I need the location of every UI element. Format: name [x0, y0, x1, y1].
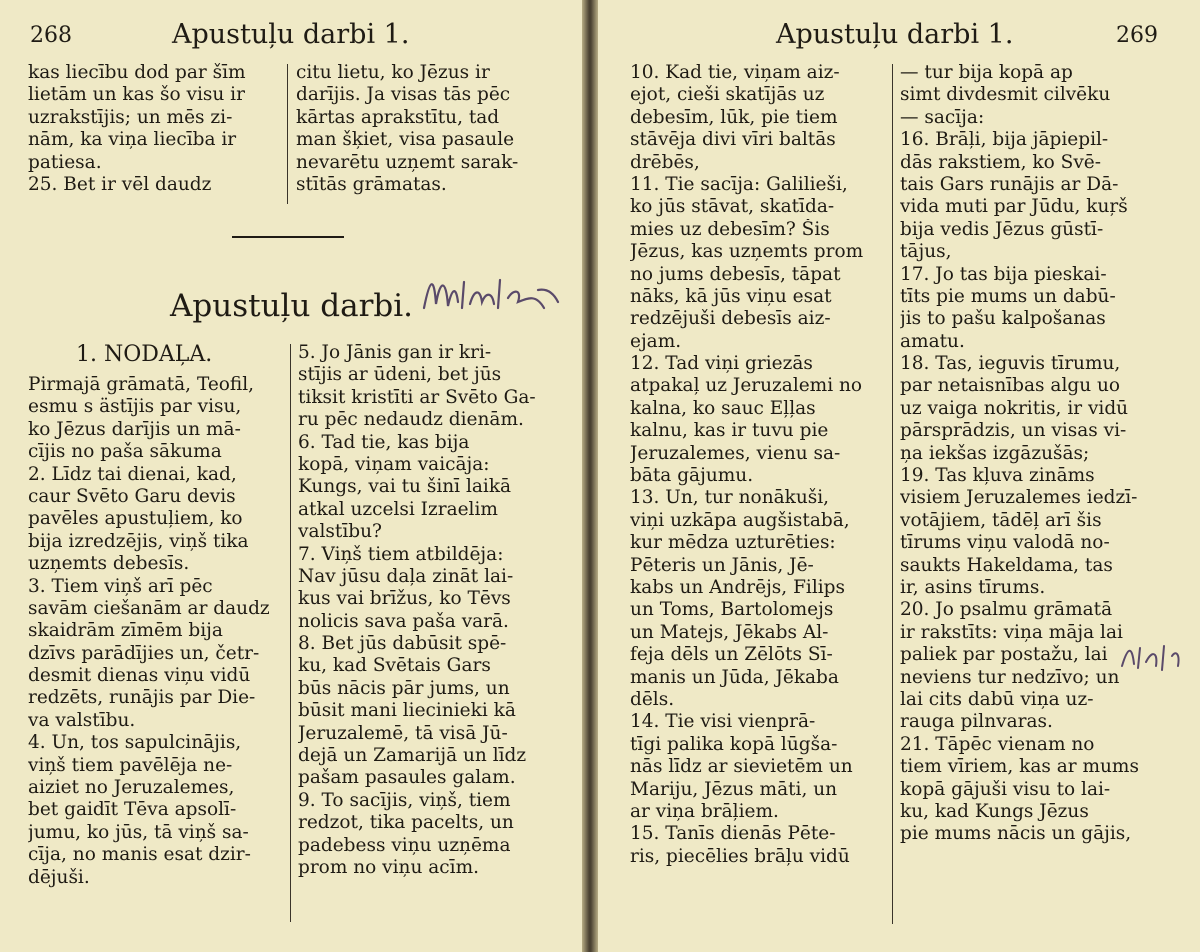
text-line: patiesa.	[28, 151, 102, 173]
chapter-heading: 1. NODAĻA.	[76, 342, 213, 367]
text-line: paliek par postažu, lai	[900, 644, 1108, 666]
text-line: tīts pie mums un dabū-	[900, 285, 1116, 307]
text-line: lietām un kas šo visu ir	[28, 84, 245, 106]
text-line: ku, kad Svētais Gars	[298, 655, 491, 677]
text-line: ņa iekšas izgāzušās;	[900, 442, 1090, 464]
section-divider	[232, 236, 344, 238]
text-line: 10. Kad tie, viņam aiz-	[630, 62, 840, 83]
right-running-head: Apustuļu darbi 1.	[776, 19, 1014, 50]
right-column-2	[900, 62, 1154, 846]
text-line: saukts Hakeldama, tas	[900, 554, 1113, 576]
text-line: tājus,	[900, 241, 952, 263]
text-line: 18. Tas, ieguvis tīrumu,	[900, 353, 1121, 375]
text-line: no jums debesīs, tāpat	[630, 263, 841, 285]
text-line: — tur bija kopā ap	[900, 62, 1073, 83]
text-line: esmu s ästījis par visu,	[28, 396, 242, 418]
text-line: 11. Tie sacīja: Galilieši,	[630, 173, 848, 195]
text-line: aiziet no Jeruzalemes,	[28, 777, 235, 799]
left-running-head: Apustuļu darbi 1.	[172, 19, 410, 50]
text-line: Jeruzalemē, tā visā Jū-	[298, 722, 508, 744]
text-line: 9. To sacījis, viņš, tiem	[298, 789, 511, 811]
text-line: un Toms, Bartolomejs	[630, 599, 834, 621]
text-line: debesīm, lūk, pie tiem	[630, 106, 838, 128]
text-line: pavēles apustuļiem, ko	[28, 508, 243, 530]
text-line: stītās grāmatas.	[296, 173, 447, 195]
text-line: skaidrām zīmēm bija	[28, 620, 223, 642]
right-page-number: 269	[1116, 23, 1158, 48]
text-line: 6. Tad tie, kas bija	[298, 431, 470, 453]
text-line: votājiem, tādēļ arī šis	[900, 509, 1102, 531]
text-line: stāvēja divi vīri baltās	[630, 129, 836, 151]
text-line: jumu, ko jūs, tā viņš sa-	[28, 821, 249, 843]
text-line: 3. Tiem viņš arī pēc	[28, 575, 213, 597]
text-line: ko Jēzus darījis un mā-	[28, 418, 241, 440]
pencil-signature	[418, 268, 568, 328]
text-line: Nav jūsu daļa zināt lai-	[298, 565, 514, 587]
text-line: valstību?	[298, 521, 382, 543]
text-line: kalnu, kas ir tuvu pie	[630, 420, 829, 442]
text-line: 4. Un, tos sapulcinājis,	[28, 732, 242, 754]
book-title: Apustuļu darbi.	[170, 288, 414, 324]
text-line: vida muti par Jūdu, kuŗš	[900, 196, 1128, 218]
text-line: Pirmajā grāmatā, Teofil,	[28, 374, 255, 395]
text-line: Jeruzalemes, vienu sa-	[630, 442, 841, 464]
left-page-number: 268	[30, 23, 72, 48]
left-column-2	[298, 342, 552, 879]
text-line: lai cits dabū viņa uz-	[900, 688, 1094, 710]
text-line: man šķiet, visa pasaule	[296, 129, 515, 151]
text-line: padebess viņu uzņēma	[298, 834, 511, 856]
text-line: va valstību.	[28, 709, 136, 731]
text-line: nolicis sava paša varā.	[298, 610, 509, 632]
text-line: par netaisnības algu uo	[900, 375, 1121, 397]
text-line: un Matejs, Jēkabs Al-	[630, 621, 829, 643]
text-line: kalna, ko sauc Eļļas	[630, 397, 816, 419]
text-line: nāks, kā jūs viņu esat	[630, 285, 832, 307]
text-line: kopā gājuši visu to lai-	[900, 778, 1111, 800]
text-line: Kungs, vai tu šinī laikā	[298, 476, 512, 498]
text-line: ris, piecēlies brāļu vidū	[630, 845, 850, 867]
text-line: ir rakstīts: viņa māja lai	[900, 621, 1123, 643]
text-line: nās līdz ar sievietēm un	[630, 756, 853, 778]
text-line: kopā, viņam vaicāja:	[298, 453, 490, 475]
text-line: 20. Jo psalmu grāmatā	[900, 599, 1113, 621]
text-line: viņš tiem pavēlēja ne-	[28, 754, 233, 776]
text-line: tīrums viņu valodā no-	[900, 532, 1110, 554]
text-line: ru pēc nedaudz dienām.	[298, 409, 524, 431]
text-line: atpakaļ uz Jeruzalemi no	[630, 375, 863, 397]
left-page	[0, 0, 582, 952]
text-line: 21. Tāpēc vienam no	[900, 733, 1095, 755]
text-line: ko jūs stāvat, skatīda-	[630, 196, 835, 218]
text-line: tiksit kristīti ar Svēto Ga-	[298, 386, 536, 408]
text-line: redzot, tika pacelts, un	[298, 812, 514, 834]
text-line: kus vai brīžus, ko Tēvs	[298, 588, 511, 610]
text-line: uz vaiga nokritis, ir vidū	[900, 397, 1129, 419]
text-line: 25. Bet ir vēl daudz	[28, 173, 212, 195]
text-line: 14. Tie visi vienprā-	[630, 711, 816, 733]
text-line: desmit dienas viņu vidū	[28, 665, 251, 687]
text-line: rauga pilnvaras.	[900, 711, 1053, 733]
text-line: bija izredzējis, viņš tika	[28, 530, 249, 552]
text-line: bija vedis Jēzus gūstī-	[900, 218, 1104, 240]
text-line: nevarētu uzņemt sarak-	[296, 151, 519, 173]
text-line: būsit mani liecinieki kā	[298, 700, 516, 722]
text-line: dejā un Zamarijā un līdz	[298, 745, 527, 767]
text-line: 16. Brāļi, bija jāpiepil-	[900, 129, 1109, 151]
text-line: cīja, no manis esat dzir-	[28, 844, 251, 866]
right-page	[598, 0, 1200, 952]
text-line: uzņemts debesīs.	[28, 553, 190, 575]
text-line: pie mums nācis un gājis,	[900, 823, 1132, 845]
text-line: Pēteris un Jānis, Jē-	[630, 554, 814, 576]
text-line: drēbēs,	[630, 151, 700, 173]
text-line: kas liecību dod par šīm	[28, 62, 246, 83]
text-line: 7. Viņš tiem atbildēja:	[298, 543, 504, 565]
text-line: nām, ka viņa liecība ir	[28, 129, 237, 151]
text-line: 13. Un, tur nonākuši,	[630, 487, 830, 509]
text-line: caur Svēto Garu devis	[28, 485, 236, 507]
text-line: viņi uzkāpa augšistabā,	[630, 509, 850, 531]
text-line: bet gaidīt Tēva apsolī-	[28, 799, 237, 821]
text-line: ejot, cieši skatījās uz	[630, 84, 825, 106]
text-line: citu lietu, ko Jēzus ir	[296, 62, 490, 83]
column-separator	[290, 344, 291, 922]
text-line: ir, asins tīrums.	[900, 576, 1046, 598]
text-line: redzējuši debesīs aiz-	[630, 308, 831, 330]
text-line: — sacīja:	[900, 106, 985, 128]
text-line: 17. Jo tas bija pieskai-	[900, 263, 1107, 285]
text-line: atkal uzcelsi Izraelim	[298, 498, 498, 520]
text-line: būs nācis pār jums, un	[298, 677, 510, 699]
text-line: amatu.	[900, 330, 965, 352]
text-line: tais Gars runājis ar Dā-	[900, 173, 1119, 195]
text-line: darījis. Ja visas tās pēc	[296, 84, 511, 106]
text-line: kabs un Andrējs, Filips	[630, 576, 845, 598]
column-separator	[287, 64, 288, 204]
text-line: 5. Jo Jānis gan ir kri-	[298, 342, 492, 363]
text-line: tiem vīriem, kas ar mums	[900, 756, 1139, 778]
text-line: feja dēls un Zēlōts Sī-	[630, 644, 833, 666]
text-line: dzīvs parādījies un, četr-	[28, 642, 260, 664]
left-top-column-1	[28, 62, 280, 196]
text-line: Jēzus, kas uzņemts prom	[630, 241, 864, 263]
column-separator	[892, 64, 893, 924]
text-line: neviens tur nedzīvo; un	[900, 666, 1120, 688]
text-line: 15. Tanīs dienās Pēte-	[630, 823, 836, 845]
text-line: bāta gājumu.	[630, 465, 754, 487]
text-line: savām ciešanām ar daudz	[28, 597, 270, 619]
text-line: dēls.	[630, 688, 675, 710]
text-line: dās rakstiem, ko Svē-	[900, 151, 1101, 173]
text-line: kārtas aprakstītu, tad	[296, 106, 500, 128]
text-line: visiem Jeruzalemes iedzī-	[900, 487, 1138, 509]
text-line: ar viņa brāļiem.	[630, 800, 779, 822]
text-line: 2. Līdz tai dienai, kad,	[28, 463, 237, 485]
text-line: pašam pasaules galam.	[298, 767, 516, 789]
text-line: redzēts, runājis par Die-	[28, 687, 256, 709]
text-line: pārsprādzis, un visas vi-	[900, 420, 1127, 442]
text-line: 8. Bet jūs dabūsit spē-	[298, 633, 507, 655]
text-line: stījis ar ūdeni, bet jūs	[298, 364, 502, 386]
text-line: uzrakstījis; un mēs zi-	[28, 106, 233, 128]
text-line: tīgi palika kopā lūgša-	[630, 733, 838, 755]
text-line: prom no viņu acīm.	[298, 856, 479, 878]
text-line: jis to pašu kalpošanas	[900, 308, 1106, 330]
right-column-1	[630, 62, 884, 868]
text-line: ku, kad Kungs Jēzus	[900, 800, 1089, 822]
text-line: kur mēdza uzturēties:	[630, 532, 836, 554]
text-line: mies uz debesīm? Šis	[630, 218, 830, 240]
text-line: cījis no paša sākuma	[28, 441, 222, 463]
text-line: manis un Jūda, Jēkaba	[630, 666, 839, 688]
text-line: 12. Tad viņi griezās	[630, 353, 813, 375]
text-line: simt divdesmit cilvēku	[900, 84, 1111, 106]
text-line: ejam.	[630, 330, 682, 352]
text-line: 19. Tas kļuva zināms	[900, 465, 1095, 487]
left-top-column-2	[296, 62, 548, 196]
left-column-1	[28, 374, 282, 889]
text-line: Mariju, Jēzus māti, un	[630, 778, 838, 800]
book-gutter	[582, 0, 598, 952]
text-line: dējuši.	[28, 866, 90, 888]
